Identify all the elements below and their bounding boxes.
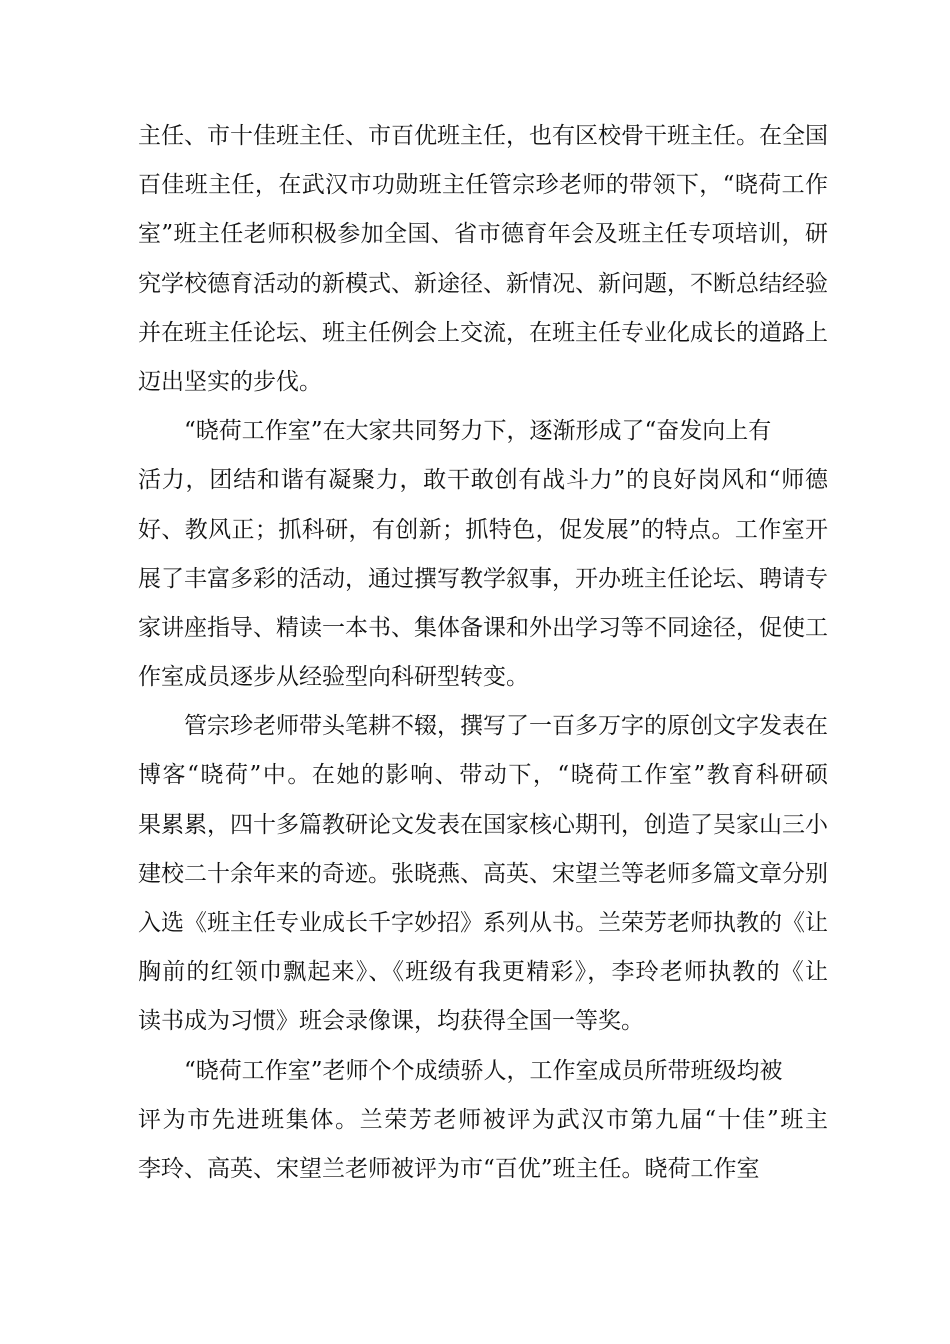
paragraph-1-line-4: 究学校德育活动的新模式、新途径、新情况、新问题，不断总结经验 — [138, 270, 828, 297]
paragraph-1-line-5: 并在班主任论坛、班主任例会上交流，在班主任专业化成长的道路上 — [138, 319, 828, 346]
paragraph-2-line-5: 家讲座指导、精读一本书、集体备课和外出学习等不同途径，促使工 — [138, 614, 828, 641]
paragraph-2-line-3: 好、教风正；抓科研，有创新；抓特色，促发展”的特点。工作室开 — [138, 516, 828, 543]
paragraph-3-line-7: 读书成为习惯》班会录像课，均获得全国一等奖。 — [138, 1008, 644, 1035]
paragraph-3-line-3: 果累累，四十多篇教研论文发表在国家核心期刊，创造了吴家山三小 — [138, 811, 828, 838]
paragraph-2-line-4: 展了丰富多彩的活动，通过撰写教学叙事，开办班主任论坛、聘请专 — [138, 565, 828, 592]
paragraph-1-line-6: 迈出坚实的步伐。 — [138, 368, 322, 395]
paragraph-4-line-2: 评为市先进班集体。兰荣芳老师被评为武汉市第九届“十佳”班主 — [138, 1106, 828, 1133]
paragraph-3-line-5: 入选《班主任专业成长千字妙招》系列从书。兰荣芳老师执教的《让 — [138, 910, 828, 936]
paragraph-3-line-4: 建校二十余年来的奇迹。张晓燕、高英、宋望兰等老师多篇文章分别 — [138, 860, 828, 887]
paragraph-3-line-2: 博客“晓荷”中。在她的影响、带动下，“晓荷工作室”教育科研硕 — [138, 762, 828, 789]
paragraph-4-line-3: 李玲、高英、宋望兰老师被评为市“百优”班主任。晓荷工作室 — [138, 1155, 760, 1182]
paragraph-2-line-2: 活力，团结和谐有凝聚力，敢干敢创有战斗力”的良好岗风和“师德 — [138, 467, 828, 494]
paragraph-1-line-1: 主任、市十佳班主任、市百优班主任，也有区校骨干班主任。在全国 — [138, 123, 828, 149]
paragraph-4-line-1: “晓荷工作室”老师个个成绩骄人，工作室成员所带班级均被 — [184, 1057, 783, 1084]
paragraph-2-line-6: 作室成员逐步从经验型向科研型转变。 — [138, 664, 529, 691]
paragraph-3-line-1: 管宗珍老师带头笔耕不辍，撰写了一百多万字的原创文字发表在 — [184, 713, 828, 740]
paragraph-1-line-3: 室”班主任老师积极参加全国、省市德育年会及班主任专项培训，研 — [138, 221, 828, 248]
paragraph-3-line-6: 胸前的红领巾飘起来》、《班级有我更精彩》，李玲老师执教的《让 — [138, 959, 828, 986]
document-body — [138, 112, 828, 1194]
paragraph-2-line-1: “晓荷工作室”在大家共同努力下，逐渐形成了“奋发向上有 — [184, 418, 772, 445]
paragraph-1-line-2: 百佳班主任，在武汉市功勋班主任管宗珍老师的带领下，“晓荷工作 — [138, 172, 828, 199]
